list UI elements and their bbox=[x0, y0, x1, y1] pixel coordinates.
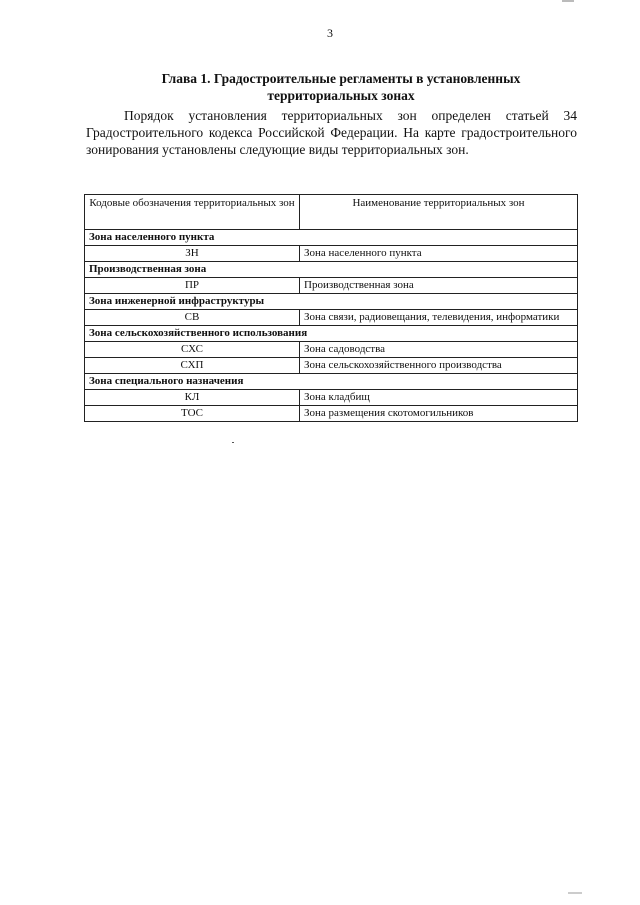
group-title: Зона сельскохозяйственного использования bbox=[85, 326, 578, 342]
chapter-title-line-1: Глава 1. Градостроительные регламенты в установленных bbox=[161, 71, 521, 86]
zone-name: Зона сельскохозяйственного производства bbox=[300, 358, 578, 374]
zone-code: ТОС bbox=[85, 406, 300, 422]
zone-code: ЗН bbox=[85, 246, 300, 262]
table-header-row bbox=[85, 195, 578, 230]
zone-code: СВ bbox=[85, 310, 300, 326]
zones-table-body bbox=[85, 230, 578, 422]
table-row bbox=[85, 342, 578, 358]
header-name: Наименование территориальных зон bbox=[300, 195, 578, 230]
group-row bbox=[85, 374, 578, 390]
zone-name: Зона связи, радиовещания, телевидения, информатики bbox=[300, 310, 578, 326]
chapter-title-line-2: территориальных зонах bbox=[267, 88, 415, 103]
zone-code: ПР bbox=[85, 278, 300, 294]
intro-paragraph: Порядок установления территориальных зон определен статьей 34 Градостроительного кодекса Российской Федерации. На карте градостроительного зонирования установлены следующие виды территориальных зон. bbox=[86, 108, 577, 157]
zone-name: Зона садоводства bbox=[300, 342, 578, 358]
chapter-title bbox=[86, 70, 596, 104]
zone-name: Зона размещения скотомогильников bbox=[300, 406, 578, 422]
zone-code: КЛ bbox=[85, 390, 300, 406]
zones-table bbox=[84, 194, 578, 422]
zone-name: Зона населенного пункта bbox=[300, 246, 578, 262]
zone-name: Зона кладбищ bbox=[300, 390, 578, 406]
scan-artifact-bottom bbox=[568, 892, 582, 894]
group-row bbox=[85, 230, 578, 246]
table-row bbox=[85, 310, 578, 326]
zone-code: СХС bbox=[85, 342, 300, 358]
group-row bbox=[85, 262, 578, 278]
group-title: Зона инженерной инфраструктуры bbox=[85, 294, 578, 310]
group-title: Зона населенного пункта bbox=[85, 230, 578, 246]
scan-artifact-dot bbox=[232, 442, 234, 443]
group-row bbox=[85, 294, 578, 310]
table-row bbox=[85, 406, 578, 422]
table-row bbox=[85, 278, 578, 294]
table-row bbox=[85, 246, 578, 262]
zone-name: Производственная зона bbox=[300, 278, 578, 294]
group-title: Зона специального назначения bbox=[85, 374, 578, 390]
scan-artifact-top bbox=[562, 0, 574, 2]
group-row bbox=[85, 326, 578, 342]
zone-code: СХП bbox=[85, 358, 300, 374]
header-code: Кодовые обозначения территориальных зон bbox=[85, 195, 300, 230]
table-row bbox=[85, 358, 578, 374]
table-row bbox=[85, 390, 578, 406]
page-number: 3 bbox=[327, 26, 333, 40]
group-title: Производственная зона bbox=[85, 262, 578, 278]
